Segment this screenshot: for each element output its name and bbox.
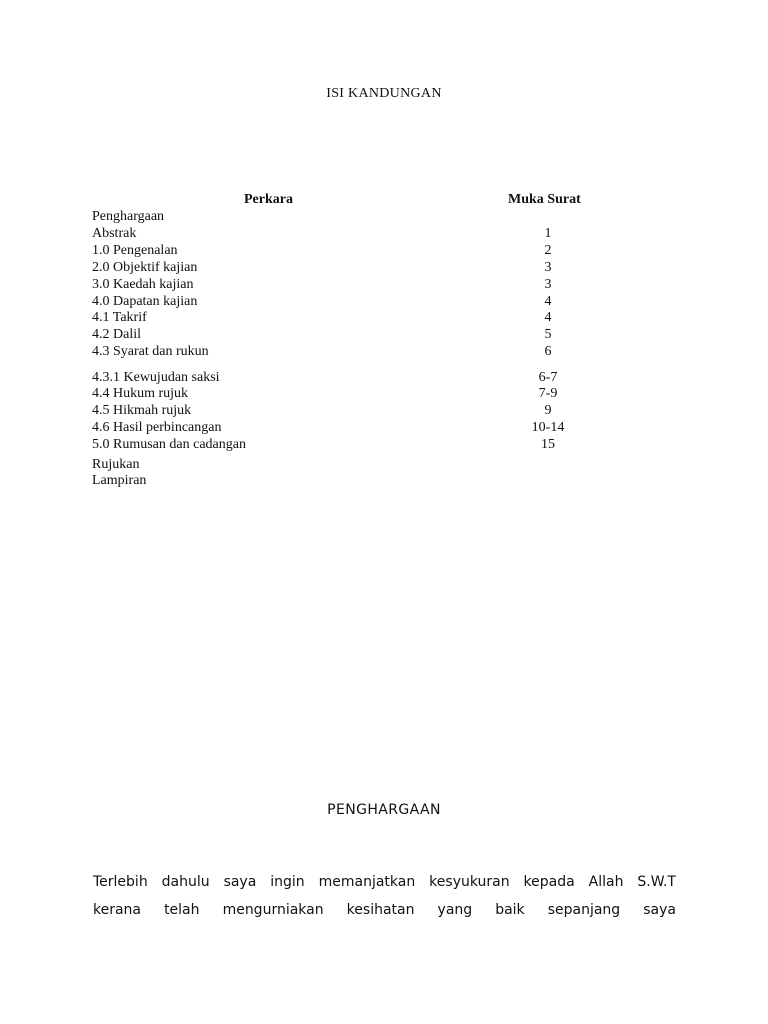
body-word: Terlebih: [93, 874, 148, 890]
body-word: Allah: [588, 874, 624, 890]
toc-row-label: 5.0 Rumusan dan cadangan: [92, 437, 246, 452]
toc-row-label: 3.0 Kaedah kajian: [92, 277, 194, 292]
toc-row-label: 4.4 Hukum rujuk: [92, 386, 189, 401]
body-word: memanjatkan: [318, 874, 416, 890]
body-word: kesihatan: [346, 902, 415, 918]
toc-row: [92, 402, 612, 419]
toc-row: [92, 456, 612, 473]
toc-row-label: 4.3 Syarat dan rukun: [92, 344, 209, 359]
toc-row-label: 4.6 Hasil perbincangan: [92, 420, 222, 435]
body-text-line: [93, 873, 676, 891]
toc-row: [92, 326, 612, 343]
toc-row: [92, 385, 612, 402]
body-word: dahulu: [161, 874, 210, 890]
toc-row-page: 7-9: [538, 386, 558, 401]
toc-row-label: 1.0 Pengenalan: [92, 243, 178, 258]
toc-row-page: 4: [544, 310, 552, 325]
toc-row: [92, 293, 612, 310]
body-word: S.W.T: [637, 874, 676, 890]
body-word: kepada: [523, 874, 575, 890]
toc-row: [92, 225, 612, 242]
body-word: kerana: [93, 902, 142, 918]
toc-row-label: 4.1 Takrif: [92, 310, 147, 325]
toc-row-label: 4.2 Dalil: [92, 327, 141, 342]
section-title: PENGHARGAAN: [327, 802, 441, 818]
toc-row-page: 4: [544, 294, 552, 309]
body-word: baik: [495, 902, 525, 918]
toc-row-label: 2.0 Objektif kajian: [92, 260, 198, 275]
toc-row-page: 6: [544, 344, 552, 359]
toc-row-page: 2: [544, 243, 552, 258]
toc-row: [92, 276, 612, 293]
toc-row-page: 5: [544, 327, 552, 342]
body-word: ingin: [270, 874, 305, 890]
toc-row-page: 6-7: [538, 370, 558, 385]
toc-row: [92, 242, 612, 259]
toc-row: [92, 343, 612, 360]
body-word: saya: [223, 874, 257, 890]
body-word: sepanjang: [547, 902, 621, 918]
toc-row-label: Rujukan: [92, 457, 140, 472]
body-text-line: [93, 901, 676, 919]
toc-row: [92, 419, 612, 436]
toc-row-label: Lampiran: [92, 473, 147, 488]
toc-row-label: 4.0 Dapatan kajian: [92, 294, 198, 309]
body-word: kesyukuran: [429, 874, 510, 890]
toc-row-page: 1: [544, 226, 552, 241]
toc-row: [92, 369, 612, 386]
body-word: mengurniakan: [222, 902, 324, 918]
body-word: saya: [643, 902, 676, 918]
toc-row: [92, 259, 612, 276]
toc-row-page: 3: [544, 260, 552, 275]
body-word: yang: [437, 902, 473, 918]
toc-row-label: Abstrak: [92, 226, 137, 241]
toc-header-perkara: Perkara: [244, 192, 293, 207]
toc-row: [92, 472, 612, 489]
toc-row: [92, 208, 612, 225]
toc-header-muka-surat: Muka Surat: [508, 192, 581, 207]
toc-row-label: 4.5 Hikmah rujuk: [92, 403, 192, 418]
toc-row-page: 15: [541, 437, 555, 452]
toc-row-page: 9: [544, 403, 552, 418]
toc-row-label: Penghargaan: [92, 209, 165, 224]
body-word: telah: [164, 902, 200, 918]
toc-title: ISI KANDUNGAN: [326, 86, 442, 101]
toc-row: [92, 436, 612, 453]
toc-row-label: 4.3.1 Kewujudan saksi: [92, 370, 220, 385]
toc-row-page: 10-14: [531, 420, 565, 435]
toc-row: [92, 309, 612, 326]
toc-row-page: 3: [544, 277, 552, 292]
